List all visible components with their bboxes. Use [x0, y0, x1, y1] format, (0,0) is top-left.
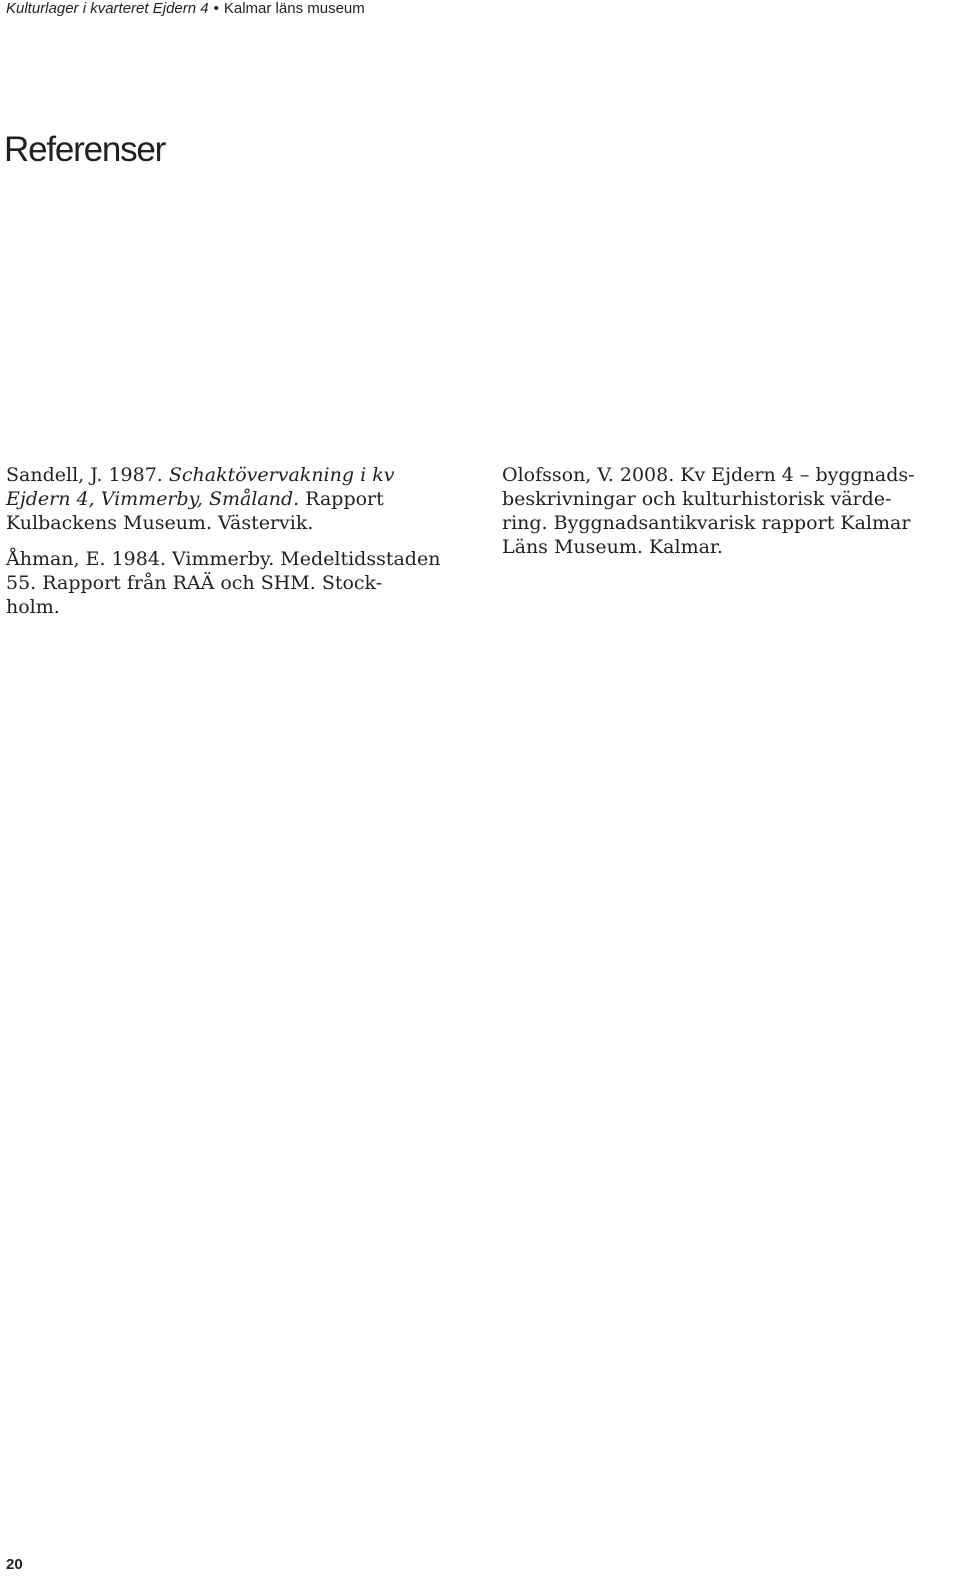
reference-text: Olofsson, V. 2008. Kv Ejdern 4 – byggnads- [502, 464, 915, 486]
reference-line [502, 535, 958, 559]
reference-text: Kulbackens Museum. Västervik. [6, 512, 314, 534]
reference-line [6, 547, 476, 571]
reference-line [502, 463, 958, 487]
publisher-name: Kalmar läns museum [223, 0, 365, 17]
reference-text: Åhman, E. 1984. Vimmerby. Medeltidsstaden [6, 548, 441, 570]
references-column-left [6, 463, 476, 631]
reference-line [6, 487, 476, 511]
reference-title-italic: Schaktövervakning i kv [168, 464, 395, 486]
reference-text: ring. Byggnadsantikvarisk rapport Kalmar [502, 512, 911, 534]
publication-title: Kulturlager i kvarteret Ejdern 4 [6, 0, 209, 17]
reference-line [502, 511, 958, 535]
page-number: 20 [6, 1556, 23, 1573]
reference-entry-olofsson [502, 463, 958, 559]
reference-title-italic: Ejdern 4, Vimmerby, Småland. [6, 488, 300, 510]
reference-line [6, 463, 476, 487]
reference-line [6, 571, 476, 595]
reference-text: Läns Museum. Kalmar. [502, 536, 723, 558]
header-separator: • [213, 0, 219, 17]
reference-text: 55. Rapport från RAÄ och SHM. Stock- [6, 572, 383, 594]
reference-entry-ahman [6, 547, 476, 619]
running-header [6, 0, 365, 18]
page-title: Referenser [4, 130, 166, 169]
reference-text: beskrivningar och kulturhistorisk värde- [502, 488, 892, 510]
reference-entry-sandell [6, 463, 476, 535]
reference-line [6, 595, 476, 619]
reference-text: Rapport [299, 488, 384, 510]
references-column-right [502, 463, 958, 571]
reference-text: holm. [6, 596, 60, 618]
reference-text: Sandell, J. 1987. [6, 464, 169, 486]
reference-line [6, 511, 476, 535]
reference-line [502, 487, 958, 511]
